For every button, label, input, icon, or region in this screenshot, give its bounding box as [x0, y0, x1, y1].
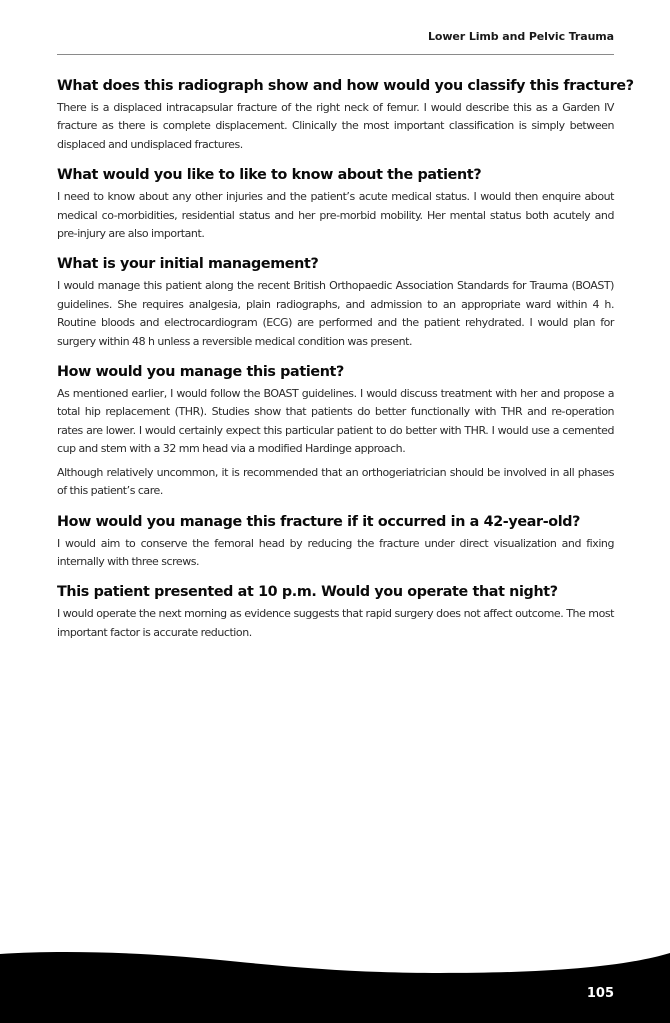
footer-wave-band	[0, 940, 670, 1023]
answer-paragraph: There is a displaced intracapsular fracture of the right neck of femur. I would describe this as a Garden IV fracture as there is complete displacement. Clinically the most important classification is simply between displaced and undisplaced fractures.	[57, 101, 614, 151]
page-footer	[0, 940, 670, 1023]
question-heading: How would you manage this fracture if it occurred in a 42-year-old?	[57, 513, 581, 530]
answer-paragraph: I would aim to conserve the femoral head by reducing the fracture under direct visualization and fixing internally with three screws.	[57, 536, 614, 568]
qa-section-timing	[57, 582, 614, 642]
running-head: Lower Limb and Pelvic Trauma	[428, 30, 614, 43]
answer-paragraph: Although relatively uncommon, it is recommended that an orthogeriatrician should be involved in all phases of this patient’s care.	[57, 465, 614, 498]
qa-section-initial-management	[57, 254, 614, 351]
qa-section-radiograph	[57, 76, 634, 154]
answer-paragraph: I need to know about any other injuries and the patient’s acute medical status. I would then enquire about medical co-morbidities, residential status and her pre-morbid mobility. Her mental status both acutely and pre-injury are also important.	[57, 190, 614, 241]
page-content	[57, 76, 634, 653]
question-heading: What is your initial management?	[57, 256, 319, 273]
footer-wave-shape	[0, 952, 670, 1023]
answer-paragraph: I would manage this patient along the recent British Orthopaedic Association Standards for Trauma (BOAST) guidelines. She requires analgesia, plain radiographs, and admission to an appropriate ward within 4 h. Routine bloods and electrocardiogram (ECG) are performed and the patient rehydrated. I would plan for surgery within 48 h unless a reversible medical condition was present.	[57, 279, 614, 348]
answer-paragraph: I would operate the next morning as evidence suggests that rapid surgery does not affect outcome. The most important factor is accurate reduction.	[57, 607, 614, 639]
question-heading: What does this radiograph show and how would you classify this fracture?	[57, 78, 634, 94]
qa-section-young-patient	[57, 512, 614, 572]
question-heading: This patient presented at 10 p.m. Would you operate that night?	[57, 584, 558, 601]
qa-section-patient-history	[57, 165, 614, 243]
question-heading: What would you like to like to know about the patient?	[57, 167, 482, 184]
page-header	[57, 30, 614, 55]
question-heading: How would you manage this patient?	[57, 364, 344, 381]
answer-paragraph: As mentioned earlier, I would follow the BOAST guidelines. I would discuss treatment with her and propose a total hip replacement (THR). Studies show that patients do better functionally with THR and re-operation rates are lower. I would certainly expect this particular patient to do better with THR. I would use a cemented cup and stem with a 32 mm head via a modified Hardinge approach.	[57, 387, 614, 456]
page-number: 105	[586, 986, 614, 1001]
qa-section-manage-patient	[57, 362, 614, 500]
